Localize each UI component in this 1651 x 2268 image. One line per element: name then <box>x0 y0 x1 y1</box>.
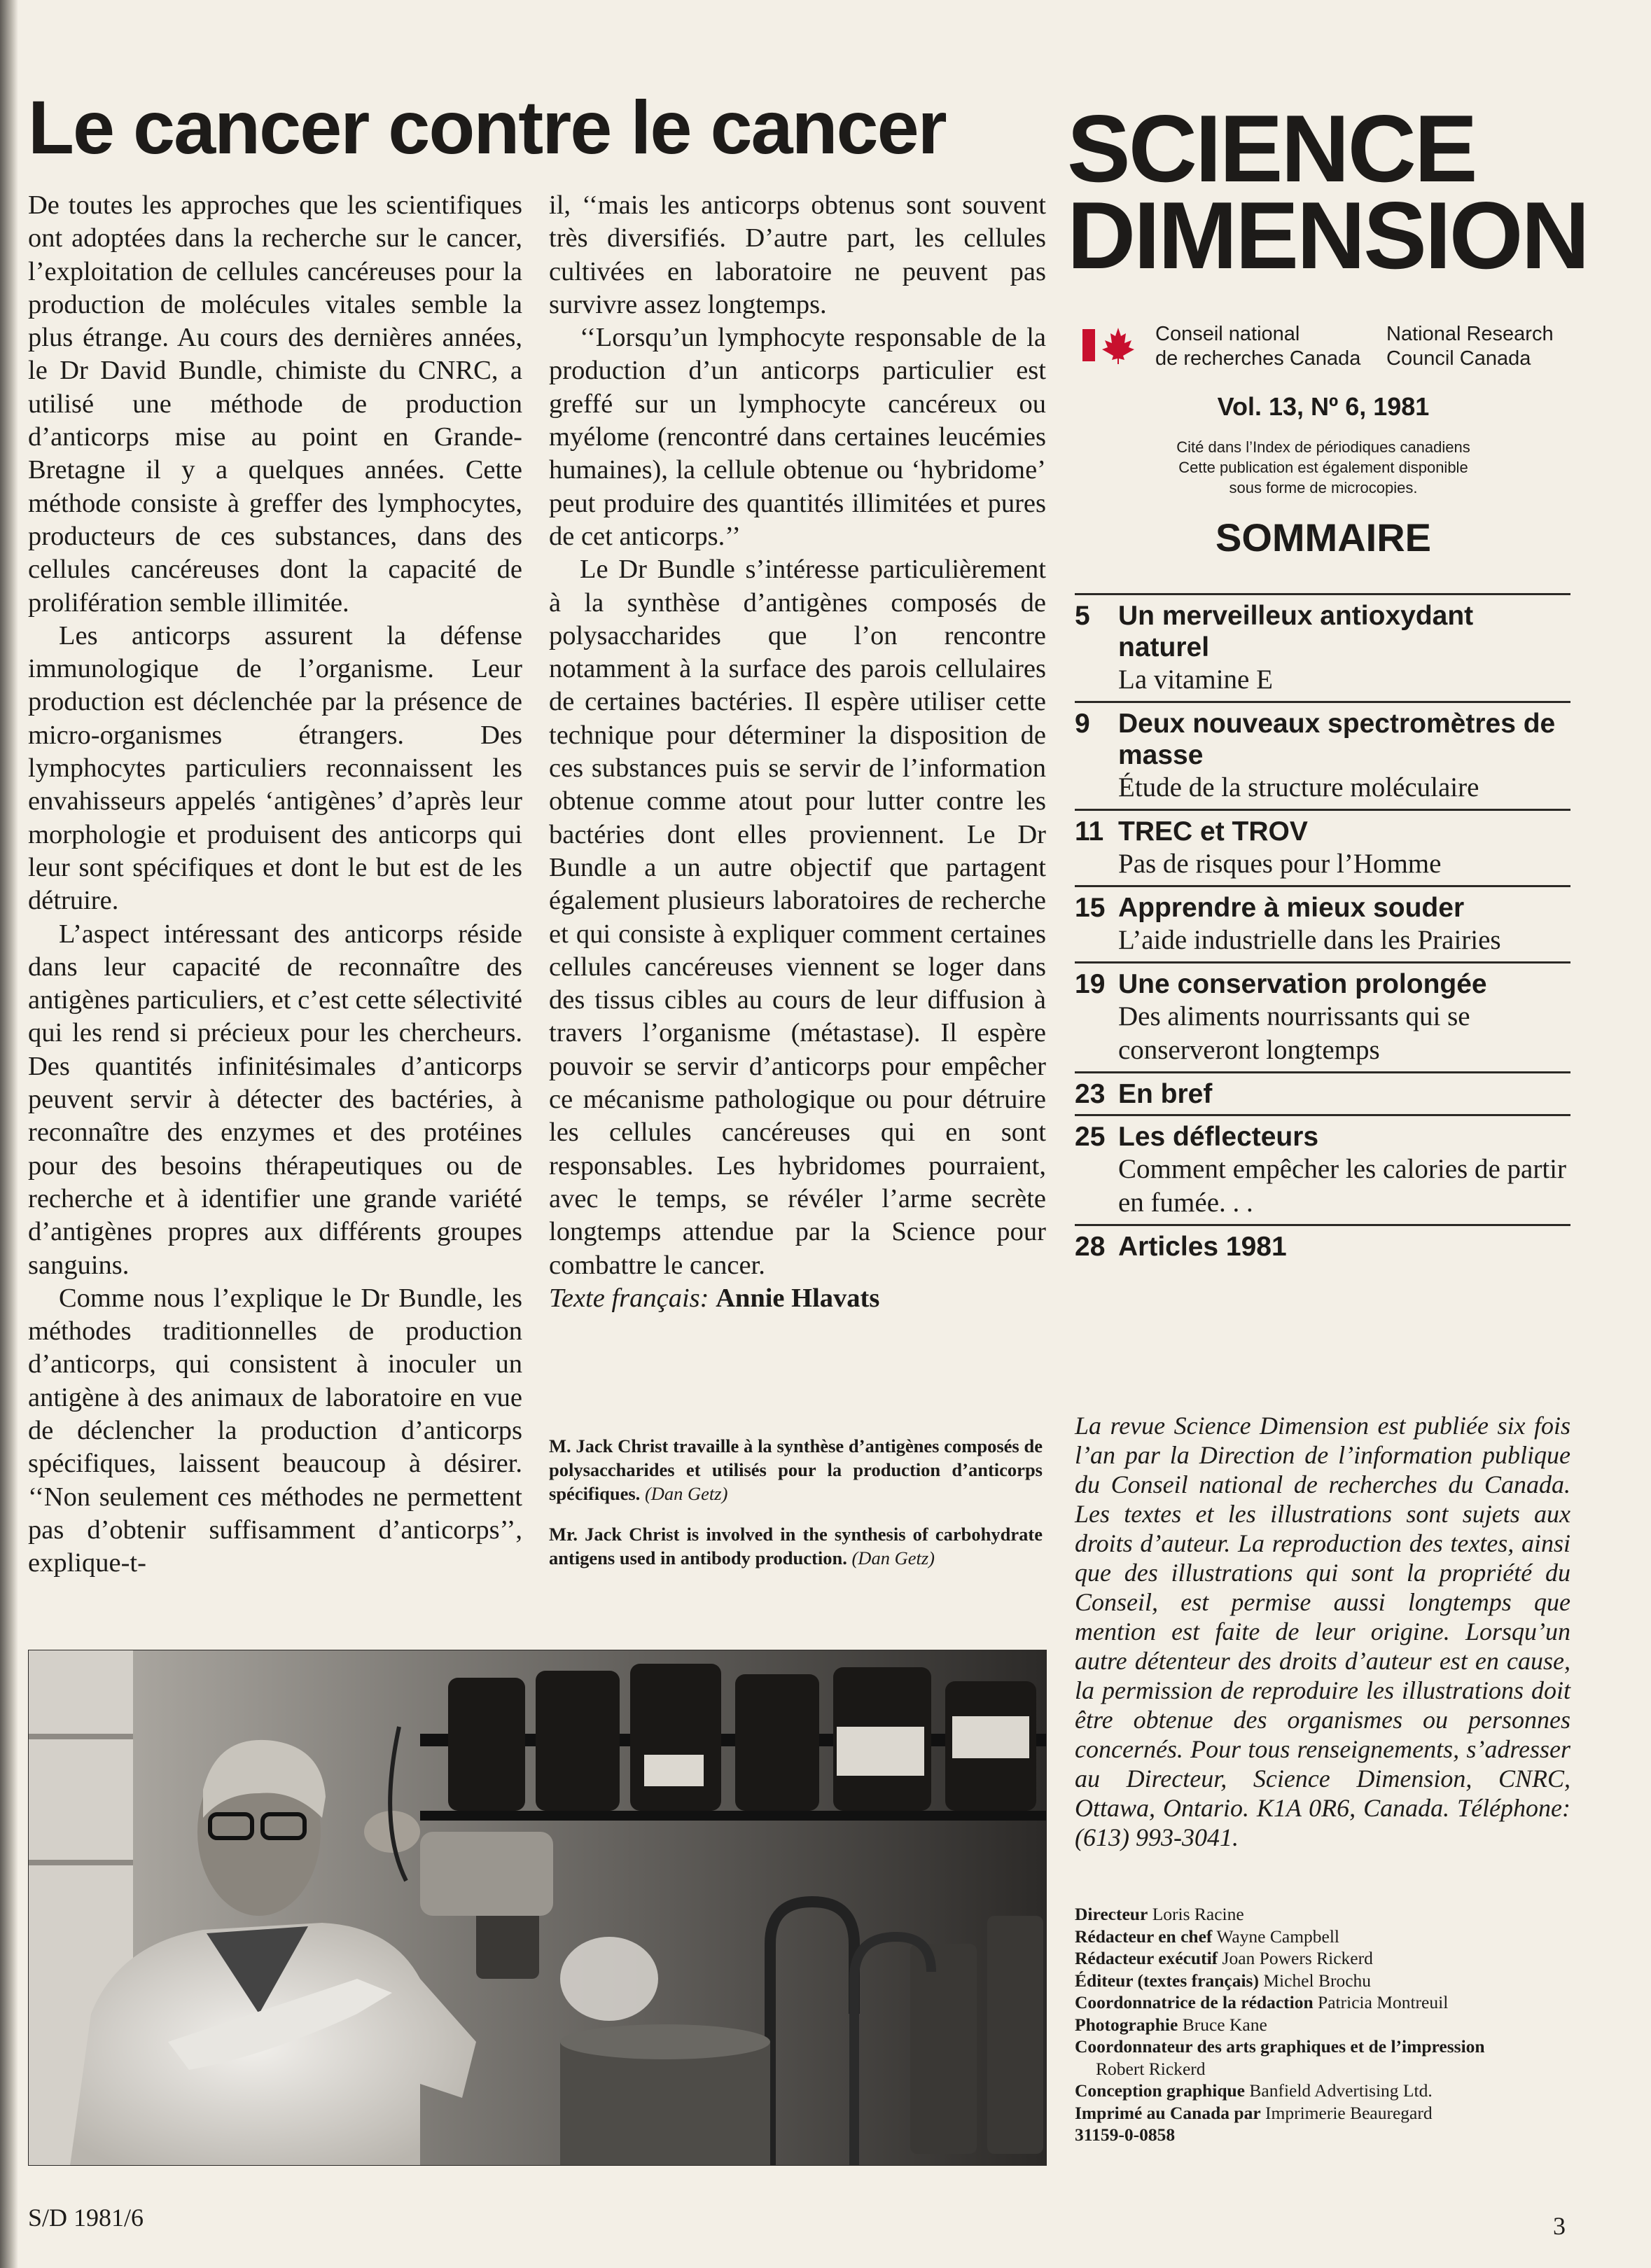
toc-subtitle: Pas de risques pour l’Homme <box>1118 849 1442 879</box>
toc-title: Un merveilleux antioxydant naturel <box>1118 601 1474 662</box>
staff-row: Robert Rickerd <box>1096 2058 1206 2079</box>
toc-page-number: 23 <box>1075 1079 1106 1109</box>
magazine-masthead <box>1067 95 1588 288</box>
toc-entry[interactable] <box>1075 1114 1570 1224</box>
staff-row: Coordonnatrice de la rédaction Patricia Montreuil <box>1075 1992 1449 2012</box>
staff-row: Rédacteur en chef Wayne Campbell <box>1075 1926 1340 1947</box>
toc-entry[interactable] <box>1075 1224 1570 1267</box>
staff-row: Directeur Loris Racine <box>1075 1904 1244 1924</box>
caption-french: M. Jack Christ travaille à la synthèse d’antigènes composés de polysaccharides et utilisés pour la production d’anticorps spécifiques. (Dan Getz) <box>549 1435 1043 1504</box>
staff-row: Photographie Bruce Kane <box>1075 2014 1267 2035</box>
masthead-line-2: DIMENSION <box>1067 182 1588 288</box>
article-headline: Le cancer contre le cancer <box>28 85 946 169</box>
toc-page-number: 28 <box>1075 1232 1106 1262</box>
photo-credit: (Dan Getz) <box>851 1547 935 1568</box>
page-number: 3 <box>1553 2212 1566 2240</box>
nrc-name-french: Conseil national de recherches Canada <box>1155 323 1361 370</box>
masthead-line-1: SCIENCE <box>1067 95 1476 202</box>
toc-entry[interactable] <box>1075 809 1570 885</box>
canada-flag-icon <box>1078 323 1141 366</box>
article-column-1 <box>28 189 522 1580</box>
nrc-signature <box>1078 322 1568 392</box>
toc-page-number: 19 <box>1075 969 1106 999</box>
photo-caption <box>549 1434 1043 1587</box>
photo-credit: (Dan Getz) <box>644 1483 728 1504</box>
toc-page-number: 11 <box>1075 816 1104 847</box>
caption-english: Mr. Jack Christ is involved in the synthesis of carbohydrate antigens used in antibody production. (Dan Getz) <box>549 1524 1043 1568</box>
issue-folio: S/D 1981/6 <box>28 2204 144 2232</box>
toc-subtitle: Étude de la structure moléculaire <box>1118 772 1479 802</box>
contents-heading: SOMMAIRE <box>1215 515 1431 559</box>
table-of-contents <box>1075 593 1570 1267</box>
article-paragraph: ‘‘Lorsqu’un lymphocyte responsable de la production d’un anticorps particulier est greffé sur un lymphocyte cancéreux ou myélome (rencontré dans certaines leucémies humaines), la cellule obtenue ou ‘hybridome’ peut produire des quantités illimitées et pures de cet anticorps.’’ <box>549 323 1046 551</box>
staff-row: Imprimé au Canada par Imprimerie Beauregard <box>1075 2102 1433 2123</box>
publication-notice: La revue Science Dimension est publiée six fois l’an par la Direction de l’information publique du Conseil national de recherches du Canada. Les textes et les illustrations sont sujets aux droits d’auteur. La reproduction des textes, ainsi que des illustrations qui sont la propriété du Conseil, est permise aussi longtemps que mention est faite de leur origine. Lorsqu’un autre détenteur des droits d’auteur est en cause, la permission de reproduire les illustrations doit être obtenue des organismes ou personnes concernés. Pour tous renseignements, s’adresser au Directeur, Science Dimension, CNRC, Ottawa, Ontario. K1A 0R6, Canada. Téléphone: (613) 993-3041. <box>1075 1412 1570 1851</box>
toc-subtitle: La vitamine E <box>1118 665 1273 695</box>
staff-row: Coordonnateur des arts graphiques et de l’impression <box>1075 2036 1485 2057</box>
toc-entry[interactable] <box>1075 885 1570 961</box>
toc-page-number: 25 <box>1075 1122 1106 1152</box>
index-citation: Cité dans l’Index de périodiques canadiens Cette publication est également disponible sous forme de microcopies. <box>1176 438 1470 496</box>
toc-subtitle: Comment empêcher les calories de partir en fumée. . . <box>1118 1154 1566 1218</box>
translator-name: Annie Hlavats <box>716 1283 880 1313</box>
toc-title: TREC et TROV <box>1118 816 1308 847</box>
toc-page-number: 15 <box>1075 893 1106 923</box>
volume-issue: Vol. 13, Nº 6, 1981 <box>1217 392 1430 421</box>
translation-credit <box>549 1282 1046 1315</box>
staff-row: Conception graphique Banfield Advertising Ltd. <box>1075 2080 1433 2101</box>
article-paragraph: Le Dr Bundle s’intéresse particulièrement à la synthèse d’antigènes composés de polysaccharides que l’on rencontre notamment à la surface des parois cellulaires de certaines bactéries. Il espère utiliser cette technique pour déterminer la disposition de ces substances puis se servir de l’information obtenue comme atout pour lutter contre les bactéries dont elles proviennent. Le Dr Bundle a un autre objectif que partagent également plusieurs laboratoires de recherche et qui consiste à expliquer comment certaines cellules cancéreuses viennent se loger dans des tissus cibles au cours de leur diffusion à travers l’organisme (métastase). Il espère pouvoir se servir d’anticorps pour empêcher ce mécanisme pathologique ou pour détruire les cellules cancéreuses qui en sont responsables. Les hybridomes pourraient, avec le temps, se révéler l’arme secrète longtemps attendue par la Science pour combattre le cancer. <box>549 555 1046 1280</box>
toc-page-number: 9 <box>1075 709 1090 739</box>
staff-row: 31159-0-0858 <box>1075 2124 1176 2145</box>
lab-photo <box>28 1650 1047 2166</box>
toc-title: Une conservation prolongée <box>1118 969 1487 999</box>
article-column-2 <box>549 189 1046 1315</box>
translation-credit-label: Texte français: <box>549 1283 709 1313</box>
toc-title: En bref <box>1118 1079 1213 1109</box>
toc-entry[interactable] <box>1075 961 1570 1071</box>
lab-photo-image <box>28 1650 1047 2166</box>
staff-row: Rédacteur exécutif Joan Powers Rickerd <box>1075 1948 1373 1968</box>
toc-title: Deux nouveaux spectromètres de masse <box>1118 709 1556 770</box>
toc-entry[interactable] <box>1075 701 1570 809</box>
toc-title: Apprendre à mieux souder <box>1118 893 1465 923</box>
toc-subtitle: L’aide industrielle dans les Prairies <box>1118 925 1501 955</box>
toc-title: Les déflecteurs <box>1118 1122 1319 1152</box>
article-paragraph: Les anticorps assurent la défense immunologique de l’organisme. Leur production est déclenchée par la présence de micro-organismes étrangers. Des lymphocytes particuliers reconnaissent les envahisseurs appelés ‘antigènes’ d’après leur morphologie et produisent des anticorps qui leur sont spécifiques et dont le but est de les détruire. <box>28 620 522 916</box>
toc-page-number: 5 <box>1075 601 1090 631</box>
toc-entry[interactable] <box>1075 1071 1570 1114</box>
article-paragraph: De toutes les approches que les scientifiques ont adoptées dans la recherche sur le cancer, l’exploitation de cellules cancéreuses pour la production de molécules vitales semble la plus étrange. Au cours des dernières années, le Dr David Bundle, chimiste du CNRC, a utilisé une méthode de production d’anticorps mise au point en Grande-Bretagne il y a quelques années. Cette méthode consiste à greffer des lymphocytes, producteurs de ces substances, dans des cellules cancéreuses dont la capacité de prolifération semble illimitée. <box>28 190 522 618</box>
toc-title: Articles 1981 <box>1118 1232 1287 1262</box>
article-paragraph: L’aspect intéressant des anticorps réside dans leur capacité de reconnaître des antigènes particuliers, et c’est cette sélectivité qui les rend si précieux pour les chercheurs. Des quantités infinitésimales d’anticorps peuvent servir à détecter des bactéries, à reconnaître des enzymes et des protéines pour des besoins thérapeutiques ou de recherche et à identifier une grande variété d’antigènes propres aux différents groupes sanguins. <box>28 919 522 1280</box>
article-paragraph: Comme nous l’explique le Dr Bundle, les méthodes traditionnelles de production d’anticorps, qui consistent à inoculer un antigène à des animaux de laboratoire en vue de déclencher la production d’anticorps spécifiques, laissent beaucoup à désirer. ‘‘Non seulement ces méthodes ne permettent pas d’obtenir suffisamment d’anticorps’’, explique-t- <box>28 1283 522 1578</box>
nrc-name-english: National Research Council Canada <box>1386 323 1554 370</box>
toc-entry[interactable] <box>1075 593 1570 701</box>
staff-row: Éditeur (textes français) Michel Brochu <box>1075 1970 1372 1991</box>
article-paragraph: il, ‘‘mais les anticorps obtenus sont souvent très diversifiés. D’autre part, les cellules cultivées en laboratoire ne peuvent pas survivre assez longtemps. <box>549 190 1046 319</box>
staff-credits <box>1075 1903 1570 2146</box>
toc-subtitle: Des aliments nourrissants qui se conserveront longtemps <box>1118 1001 1470 1065</box>
page-edge-shadow <box>0 0 18 2268</box>
